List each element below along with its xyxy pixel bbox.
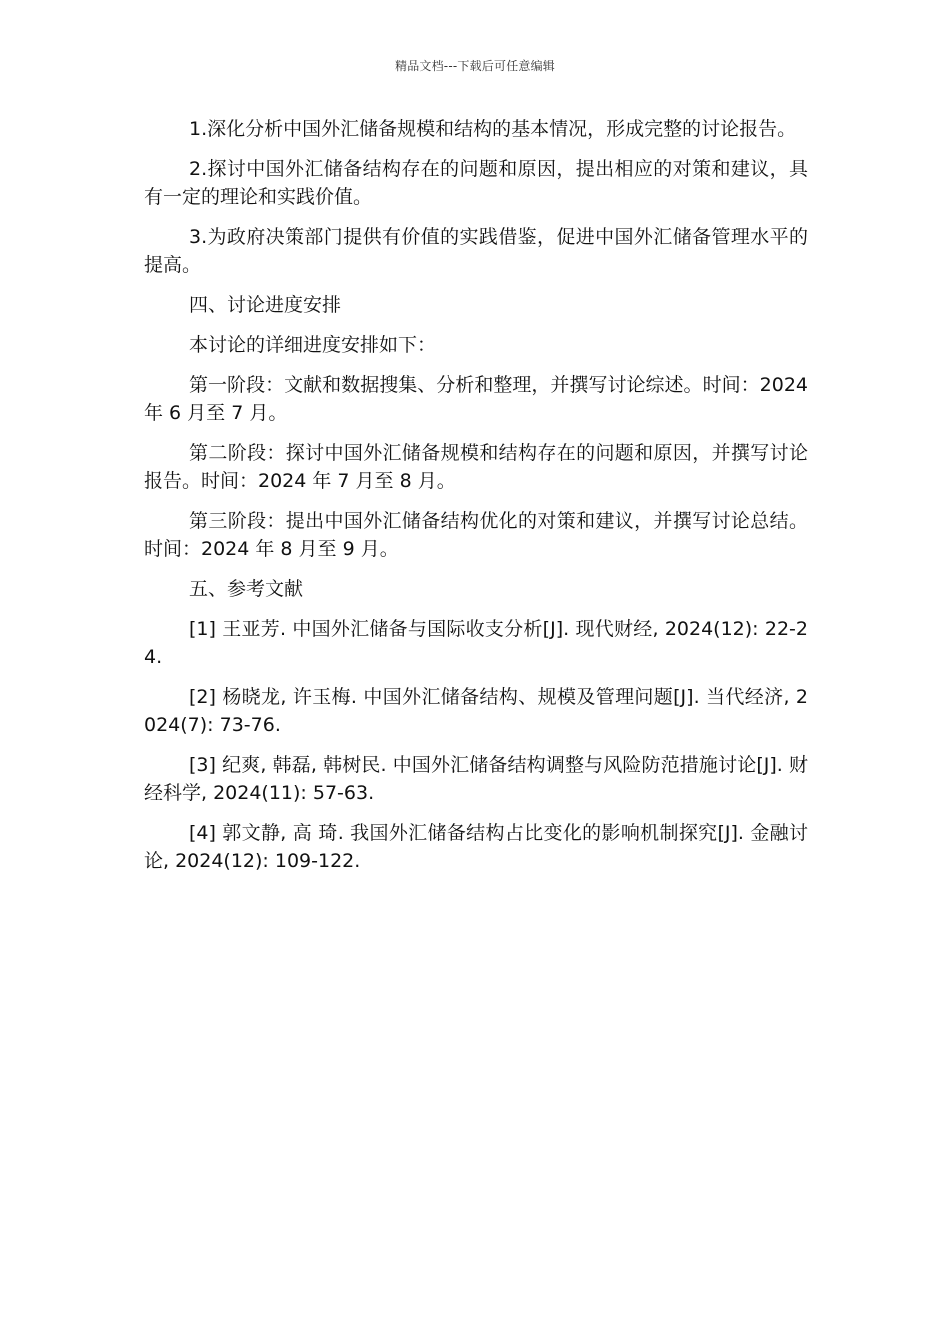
reference-2: [2] 杨晓龙, 许玉梅. 中国外汇储备结构、规模及管理问题[J]. 当代经济, 2024(7): 73-76. [144,686,808,736]
schedule-stage-2: 第二阶段：探讨中国外汇储备规模和结构存在的问题和原因，并撰写讨论报告。时间：2024 年 7 月至 8 月。 [144,442,808,492]
objective-2: 2.探讨中国外汇储备结构存在的问题和原因，提出相应的对策和建议，具有一定的理论和实践价值。 [144,158,808,208]
document-body [144,115,808,887]
objective-1: 1.深化分析中国外汇储备规模和结构的基本情况，形成完整的讨论报告。 [189,118,797,140]
reference-4: [4] 郭文静, 高 琦. 我国外汇储备结构占比变化的影响机制探究[J]. 金融讨论, 2024(12): 109-122. [144,822,808,872]
section-heading-schedule: 四、讨论进度安排 [189,294,342,316]
section-heading-references: 五、参考文献 [189,578,304,600]
schedule-stage-3: 第三阶段：提出中国外汇储备结构优化的对策和建议，并撰写讨论总结。时间：2024 年 8 月至 9 月。 [144,510,808,560]
reference-1: [1] 王亚芳. 中国外汇储备与国际收支分析[J]. 现代财经, 2024(12): 22-24. [144,618,808,668]
schedule-stage-1: 第一阶段：文献和数据搜集、分析和整理，并撰写讨论综述。时间：2024 年 6 月至 7 月。 [144,374,808,424]
objective-3: 3.为政府决策部门提供有价值的实践借鉴，促进中国外汇储备管理水平的提高。 [144,226,808,276]
reference-3: [3] 纪爽, 韩磊, 韩树民. 中国外汇储备结构调整与风险防范措施讨论[J]. 财经科学, 2024(11): 57-63. [144,754,808,804]
page-header: 精品文档---下载后可任意编辑 [395,59,555,73]
schedule-intro: 本讨论的详细进度安排如下： [189,334,437,356]
